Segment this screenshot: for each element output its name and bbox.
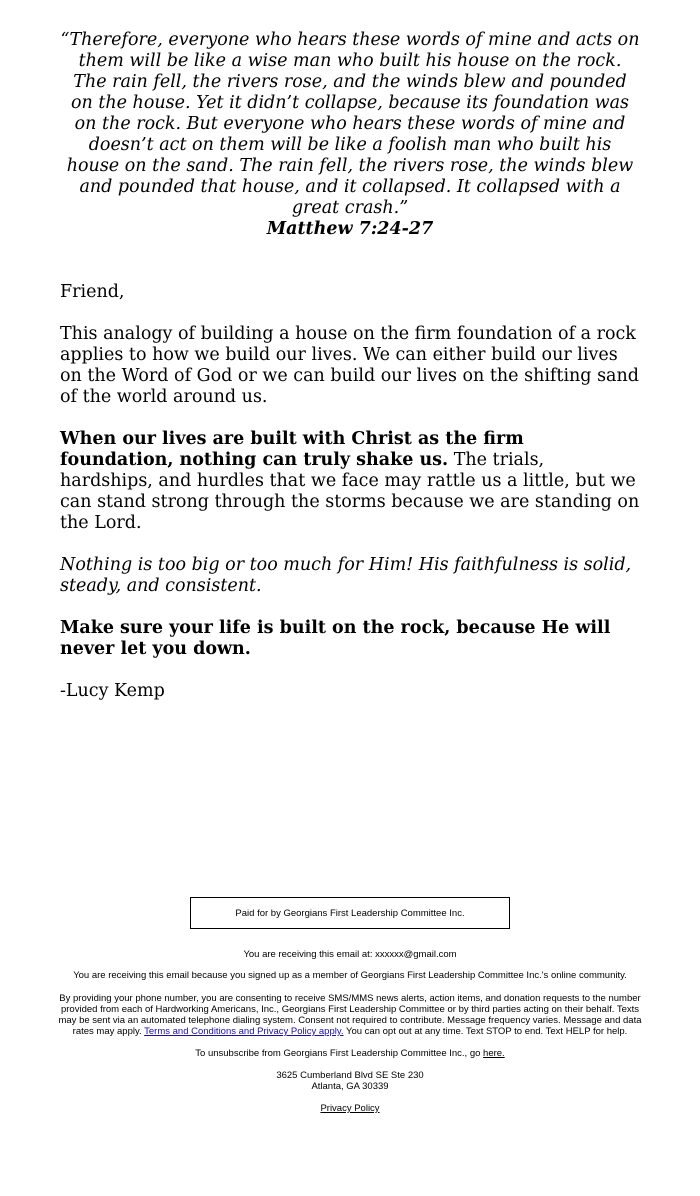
terms-privacy-link[interactable]: Terms and Conditions and Privacy Policy apply. (144, 1026, 344, 1037)
sms-consent-text: By providing your phone number, you are consenting to receive SMS/MMS news alerts, action items, and donation requests to the number provided from each of Hardworking Americans, Inc., Georgians First Leadership Committee or by third parties acting on their behalf. Texts may be sent via an automated telephone dialing system. Consent not required to contribute. Message frequency varies. Message and data rates may apply. (58, 993, 642, 1037)
paragraph-foundation (60, 429, 640, 534)
signature: -Lucy Kemp (60, 681, 165, 701)
unsubscribe-prefix: To unsubscribe from Georgians First Leadership Committee Inc., go (195, 1048, 484, 1059)
address-line-2: Atlanta, GA 30339 (311, 1081, 389, 1092)
paragraph-foundation-bold: When our lives are built with Christ as the firm foundation, nothing can truly shake us. (60, 429, 524, 470)
receiving-prefix: You are receiving this email at: (243, 949, 376, 960)
signup-notice: You are receiving this email because you signed up as a member of Georgians First Leadership Committee Inc.'s online community. (73, 970, 627, 981)
privacy-policy-row (55, 1103, 645, 1114)
paid-for-text: Paid for by Georgians First Leadership Committee Inc. (235, 907, 465, 919)
paid-for-disclaimer (190, 897, 510, 929)
sms-consent-notice (55, 993, 645, 1037)
mailing-address (55, 1070, 645, 1092)
paragraph-analogy: This analogy of building a house on the firm foundation of a rock applies to how we build our lives. We can either build our lives on the Word of God or we can build our lives on the shifting sand of the world around us. (60, 324, 639, 407)
receiving-email-notice (55, 949, 645, 960)
scripture-reference: Matthew 7:24-27 (266, 219, 434, 239)
paragraph-call-to-action: Make sure your life is built on the rock, because He will never let you down. (60, 618, 611, 659)
unsubscribe-notice (55, 1048, 645, 1059)
address-line-1: 3625 Cumberland Blvd SE Ste 230 (276, 1070, 424, 1081)
email-body (60, 30, 640, 702)
unsubscribe-link[interactable]: here. (483, 1048, 505, 1059)
greeting: Friend, (60, 282, 125, 302)
privacy-policy-link[interactable]: Privacy Policy (320, 1103, 380, 1114)
scripture-quote: “Therefore, everyone who hears these words of mine and acts on them will be like a wise man who built his house on the rock. The rain fell, the rivers rose, and the winds blew and pounded on the house. Yet it didn’t collapse, because its foundation was on the rock. But everyone who hears these words of mine and doesn’t act on them will be like a foolish man who built his house on the sand. The rain fell, the rivers rose, the winds blew and pounded that house, and it collapsed. It collapsed with a great crash.” (60, 30, 640, 218)
sms-optout-text: You can opt out at any time. Text STOP to end. Text HELP for help. (343, 1026, 628, 1037)
email-footer (55, 897, 645, 1114)
paragraph-faithfulness: Nothing is too big or too much for Him! His faithfulness is solid, steady, and consistent. (60, 555, 632, 596)
recipient-email: xxxxxx@gmail.com (375, 949, 457, 960)
paragraph-foundation-rest: The trials, hardships, and hurdles that we face may rattle us a little, but we can stand strong through the storms because we are standing on the Lord. (60, 450, 640, 533)
